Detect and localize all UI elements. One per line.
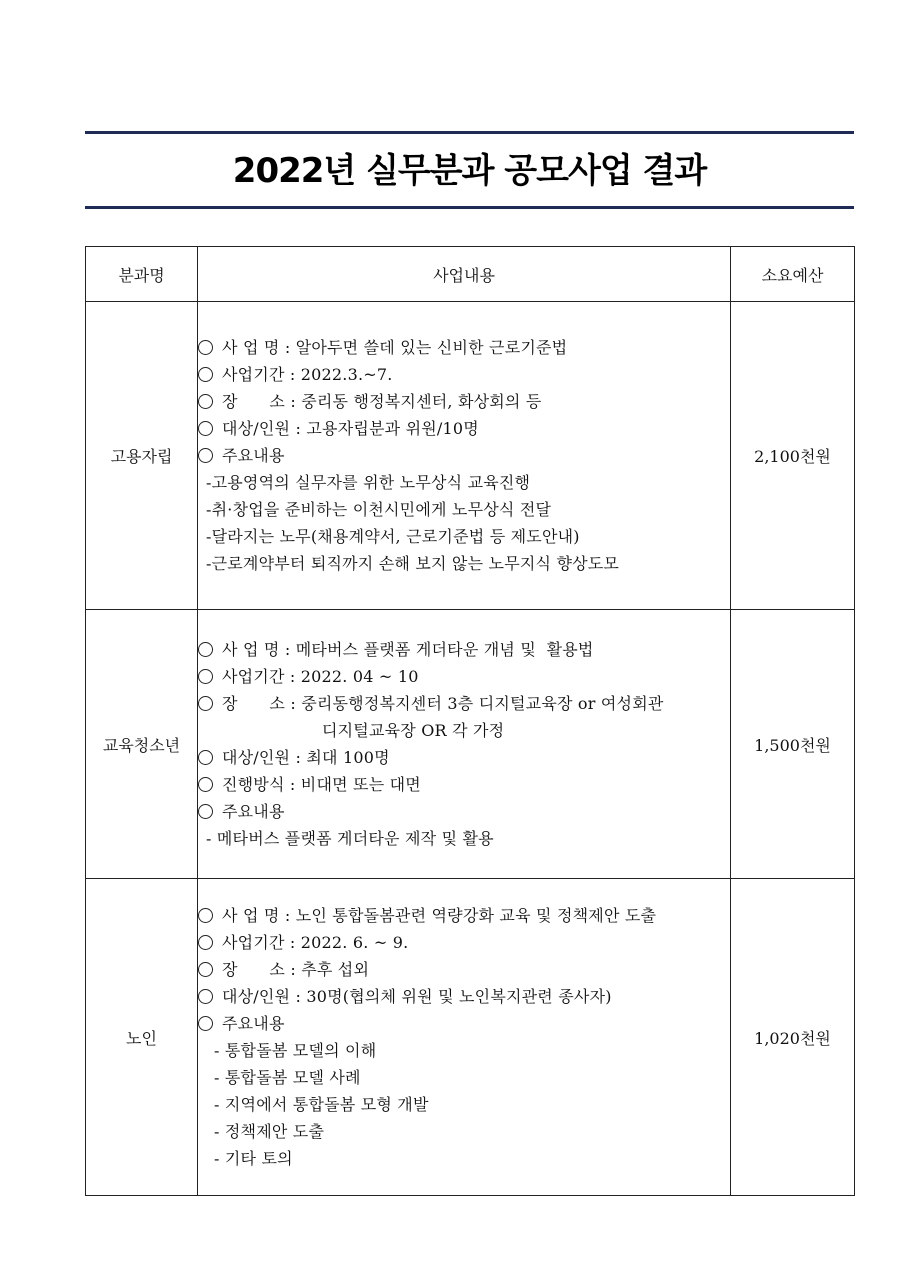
circle-bullet-icon [198,804,213,819]
circle-bullet-icon [198,642,213,657]
budget-amount: 1,500천원 [731,610,855,879]
title-bottom-rule [85,206,854,209]
content-line [198,798,730,825]
content-line-text: 디지털교육장 OR 각 가정 [322,721,505,740]
content-line-text: 사 업 명 : 메타버스 플랫폼 게더타운 개념 및 활용법 [222,640,594,659]
circle-bullet-icon [198,989,213,1004]
circle-bullet-icon [198,367,213,382]
content-line [198,663,730,690]
content-line-text: - 정책제안 도출 [214,1122,325,1141]
content-line [198,744,730,771]
document-title: 2022년 실무분과 공모사업 결과 [232,151,707,191]
project-content [198,879,731,1196]
budget-amount: 1,020천원 [731,879,855,1196]
table-header-row [86,247,855,302]
content-line-text: 사업기간 : 2022.3.~7. [222,365,393,384]
content-line-text: - 통합돌봄 모델 사례 [214,1068,361,1087]
project-content [198,302,731,610]
content-line [198,771,730,798]
content-line [198,929,730,956]
circle-bullet-icon [198,448,213,463]
content-line-text: 진행방식 : 비대면 또는 대면 [222,775,421,794]
content-line-text: 주요내용 [222,802,285,821]
content-line-text: -근로계약부터 퇴직까지 손해 보지 않는 노무지식 향상도모 [206,554,620,573]
content-line-text: - 통합돌봄 모델의 이해 [214,1041,377,1060]
content-line-text: 사업기간 : 2022. 6. ~ 9. [222,933,409,952]
content-line-text: -고용영역의 실무자를 위한 노무상식 교육진행 [206,473,531,492]
content-line [198,388,730,415]
content-line [198,956,730,983]
circle-bullet-icon [198,394,213,409]
content-line [198,1091,730,1118]
budget-amount: 2,100천원 [731,302,855,610]
header-budget: 소요예산 [731,247,855,302]
content-line-text: 장 소 : 중리동 행정복지센터, 화상회의 등 [222,392,542,411]
circle-bullet-icon [198,421,213,436]
content-line [198,690,730,717]
content-line [198,1118,730,1145]
content-line-text: 장 소 : 추후 섭외 [222,960,370,979]
division-name: 노인 [86,879,198,1196]
content-line-text: - 기타 토의 [214,1149,293,1168]
content-line [198,334,730,361]
title-top-rule [85,131,854,134]
header-content: 사업내용 [198,247,731,302]
content-line [198,1064,730,1091]
content-line-text: - 메타버스 플랫폼 게더타운 제작 및 활용 [206,829,494,848]
content-line [198,523,730,550]
content-line [198,496,730,523]
content-line-text: 대상/인원 : 30명(협의체 위원 및 노인복지관련 종사자) [222,987,612,1006]
content-line-text: 주요내용 [222,1014,285,1033]
content-line-text: -달라지는 노무(채용계약서, 근로기준법 등 제도안내) [206,527,580,546]
circle-bullet-icon [198,340,213,355]
content-line [198,902,730,929]
content-line [198,983,730,1010]
circle-bullet-icon [198,669,213,684]
content-line [198,442,730,469]
circle-bullet-icon [198,1016,213,1031]
content-line [198,636,730,663]
content-line-text: 사 업 명 : 노인 통합돌봄관련 역량강화 교육 및 정책제안 도출 [222,906,657,925]
content-line [198,415,730,442]
project-content [198,610,731,879]
division-name: 고용자립 [86,302,198,610]
content-line-text: 사 업 명 : 알아두면 쓸데 있는 신비한 근로기준법 [222,338,568,357]
content-line [198,550,730,577]
content-line-text: 대상/인원 : 고용자립분과 위원/10명 [222,419,479,438]
table-row [86,302,855,610]
content-line-text: -취·창업을 준비하는 이천시민에게 노무상식 전달 [206,500,552,519]
header-division: 분과명 [86,247,198,302]
circle-bullet-icon [198,696,213,711]
content-line-text: 주요내용 [222,446,285,465]
circle-bullet-icon [198,777,213,792]
content-line-text: - 지역에서 통합돌봄 모형 개발 [214,1095,429,1114]
circle-bullet-icon [198,935,213,950]
content-line [198,1037,730,1064]
table-row [86,610,855,879]
content-line [198,469,730,496]
division-name: 교육청소년 [86,610,198,879]
circle-bullet-icon [198,908,213,923]
circle-bullet-icon [198,962,213,977]
results-table [85,246,855,1196]
table-row [86,879,855,1196]
content-line-text: 사업기간 : 2022. 04 ~ 10 [222,667,419,686]
content-line-text: 장 소 : 중리동행정복지센터 3층 디지털교육장 or 여성회관 [222,694,664,713]
circle-bullet-icon [198,750,213,765]
content-line [198,1145,730,1172]
content-line [198,361,730,388]
content-line [198,717,730,744]
content-line [198,1010,730,1037]
content-line [198,825,730,852]
content-line-text: 대상/인원 : 최대 100명 [222,748,390,767]
